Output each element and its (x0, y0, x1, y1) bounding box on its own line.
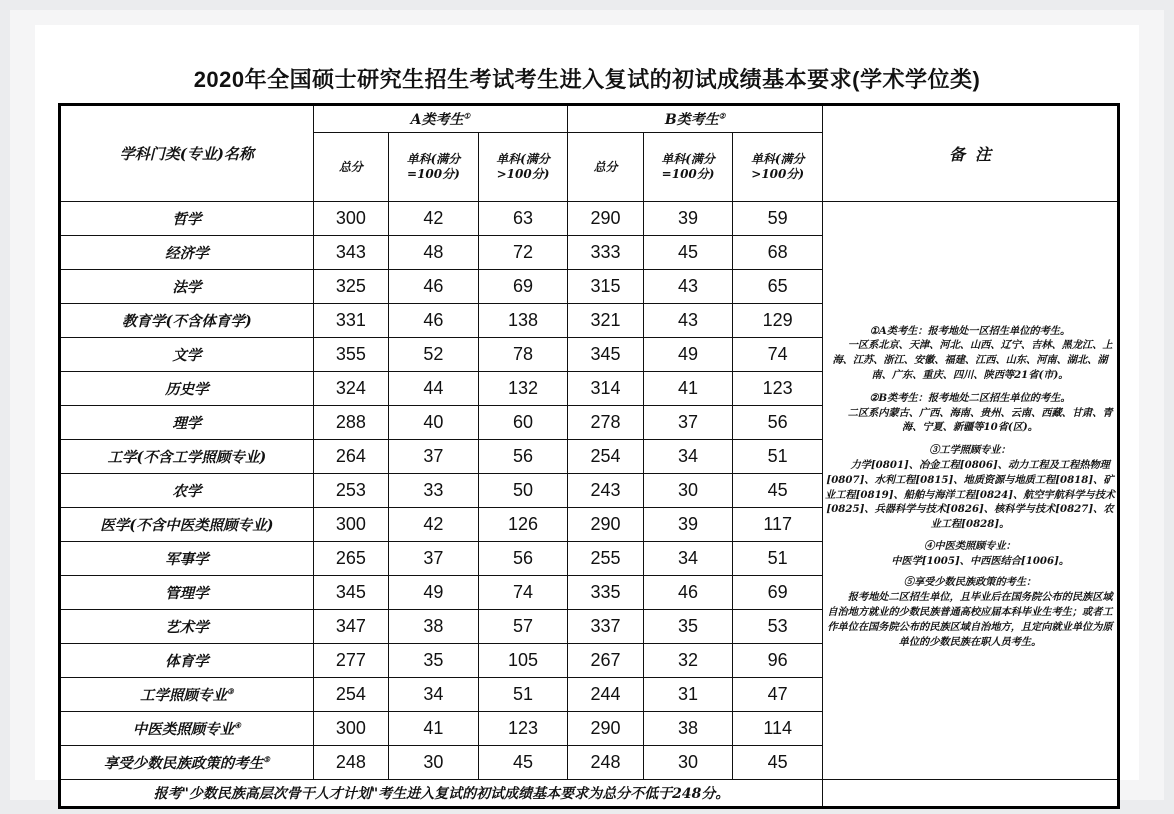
cell-b-gt100: 59 (733, 202, 823, 236)
header-category: 学科门类(专业)名称 (60, 105, 314, 202)
cell-a-gt100: 56 (478, 542, 568, 576)
cell-a-total: 325 (313, 270, 388, 304)
cell-a-eq100: 37 (389, 440, 479, 474)
cell-b-eq100: 49 (643, 338, 733, 372)
cell-a-eq100: 49 (389, 576, 479, 610)
cell-b-total: 244 (568, 678, 643, 712)
cell-a-gt100: 60 (478, 406, 568, 440)
row-category: 经济学 (60, 236, 314, 270)
header-a-single-eq100: 单科(满分 =100分) (389, 133, 479, 202)
row-category: 中医类照顾专业④ (60, 712, 314, 746)
cell-a-gt100: 78 (478, 338, 568, 372)
cell-a-gt100: 69 (478, 270, 568, 304)
cell-a-eq100: 33 (389, 474, 479, 508)
table-body (60, 105, 1119, 808)
table-row (60, 202, 1119, 236)
cell-b-gt100: 45 (733, 746, 823, 780)
cell-a-eq100: 52 (389, 338, 479, 372)
cell-b-total: 267 (568, 644, 643, 678)
cell-b-total: 290 (568, 508, 643, 542)
row-category: 文学 (60, 338, 314, 372)
remark-note-4-head: ④中医类照顾专业： (924, 539, 1016, 552)
row-category: 哲学 (60, 202, 314, 236)
admission-score-table (58, 103, 1120, 809)
cell-a-total: 265 (313, 542, 388, 576)
cell-a-gt100: 126 (478, 508, 568, 542)
remark-note-4-body: 中医学[1005]、中西医结合[1006]。 (891, 554, 1070, 567)
cell-b-eq100: 34 (643, 542, 733, 576)
cell-a-gt100: 72 (478, 236, 568, 270)
cell-b-total: 255 (568, 542, 643, 576)
cell-a-gt100: 45 (478, 746, 568, 780)
cell-b-total: 243 (568, 474, 643, 508)
footnote-mark-b: ② (718, 111, 726, 121)
cell-b-gt100: 51 (733, 440, 823, 474)
cell-b-total: 333 (568, 236, 643, 270)
footnote-mark-a: ① (463, 111, 471, 121)
row-category: 理学 (60, 406, 314, 440)
cell-b-total: 278 (568, 406, 643, 440)
cell-b-total: 321 (568, 304, 643, 338)
row-category: 管理学 (60, 576, 314, 610)
cell-b-total: 290 (568, 202, 643, 236)
cell-b-eq100: 39 (643, 202, 733, 236)
cell-a-total: 288 (313, 406, 388, 440)
row-category: 军事学 (60, 542, 314, 576)
cell-b-gt100: 45 (733, 474, 823, 508)
cell-b-eq100: 30 (643, 474, 733, 508)
cell-b-gt100: 68 (733, 236, 823, 270)
cell-a-total: 345 (313, 576, 388, 610)
cell-a-eq100: 34 (389, 678, 479, 712)
header-group-a: A类考生① (313, 105, 568, 133)
cell-a-gt100: 138 (478, 304, 568, 338)
cell-a-gt100: 50 (478, 474, 568, 508)
cell-b-eq100: 39 (643, 508, 733, 542)
remark-note-2-body: 二区系内蒙古、广西、海南、贵州、云南、西藏、甘肃、青海、宁夏、新疆等10省(区)。 (847, 406, 1113, 434)
cell-b-eq100: 43 (643, 304, 733, 338)
row-category: 体育学 (60, 644, 314, 678)
cell-b-eq100: 41 (643, 372, 733, 406)
page-background (10, 10, 1164, 800)
header-group-b: B类考生② (568, 105, 823, 133)
cell-a-eq100: 35 (389, 644, 479, 678)
cell-b-gt100: 65 (733, 270, 823, 304)
header-b-single-gt100: 单科(满分 >100分) (733, 133, 823, 202)
cell-a-total: 347 (313, 610, 388, 644)
cell-b-eq100: 30 (643, 746, 733, 780)
cell-a-gt100: 123 (478, 712, 568, 746)
cell-b-gt100: 56 (733, 406, 823, 440)
table-footer-row (60, 780, 1119, 808)
cell-a-gt100: 51 (478, 678, 568, 712)
page-title: 2020年全国硕士研究生招生考试考生进入复试的初试成绩基本要求(学术学位类) (193, 67, 981, 92)
cell-a-gt100: 63 (478, 202, 568, 236)
header-b-single-eq100: 单科(满分 =100分) (643, 133, 733, 202)
cell-b-gt100: 96 (733, 644, 823, 678)
cell-a-eq100: 42 (389, 508, 479, 542)
cell-b-eq100: 46 (643, 576, 733, 610)
cell-a-eq100: 42 (389, 202, 479, 236)
row-category: 历史学 (60, 372, 314, 406)
cell-b-gt100: 74 (733, 338, 823, 372)
header-a-total: 总分 (313, 133, 388, 202)
cell-a-eq100: 38 (389, 610, 479, 644)
cell-a-total: 254 (313, 678, 388, 712)
cell-b-total: 315 (568, 270, 643, 304)
cell-b-gt100: 123 (733, 372, 823, 406)
cell-b-total: 335 (568, 576, 643, 610)
cell-b-eq100: 35 (643, 610, 733, 644)
cell-a-total: 331 (313, 304, 388, 338)
cell-b-gt100: 51 (733, 542, 823, 576)
row-category: 享受少数民族政策的考生⑤ (60, 746, 314, 780)
cell-a-gt100: 105 (478, 644, 568, 678)
header-remarks: 备注 (822, 105, 1118, 202)
header-a-single-gt100: 单科(满分 >100分) (478, 133, 568, 202)
cell-b-gt100: 129 (733, 304, 823, 338)
row-category: 工学照顾专业③ (60, 678, 314, 712)
cell-a-total: 324 (313, 372, 388, 406)
cell-a-total: 277 (313, 644, 388, 678)
row-category: 工学(不含工学照顾专业) (60, 440, 314, 474)
cell-a-gt100: 57 (478, 610, 568, 644)
cell-a-eq100: 48 (389, 236, 479, 270)
cell-b-eq100: 32 (643, 644, 733, 678)
cell-a-eq100: 46 (389, 270, 479, 304)
row-category: 艺术学 (60, 610, 314, 644)
row-category: 法学 (60, 270, 314, 304)
cell-b-total: 248 (568, 746, 643, 780)
cell-a-total: 343 (313, 236, 388, 270)
cell-a-eq100: 46 (389, 304, 479, 338)
remark-note-1-body: 一区系北京、天津、河北、山西、辽宁、吉林、黑龙江、上海、江苏、浙江、安徽、福建、江西、山东、河南、湖北、湖南、广东、重庆、四川、陕西等21省(市)。 (832, 339, 1113, 382)
cell-a-gt100: 56 (478, 440, 568, 474)
cell-b-gt100: 114 (733, 712, 823, 746)
cell-b-total: 314 (568, 372, 643, 406)
cell-b-gt100: 69 (733, 576, 823, 610)
cell-a-total: 300 (313, 712, 388, 746)
cell-a-total: 264 (313, 440, 388, 474)
row-category: 医学(不含中医类照顾专业) (60, 508, 314, 542)
header-b-total: 总分 (568, 133, 643, 202)
cell-a-total: 300 (313, 202, 388, 236)
document-card (35, 25, 1139, 802)
cell-a-eq100: 30 (389, 746, 479, 780)
cell-a-eq100: 44 (389, 372, 479, 406)
row-category: 教育学(不含体育学) (60, 304, 314, 338)
cell-b-gt100: 117 (733, 508, 823, 542)
cell-b-eq100: 31 (643, 678, 733, 712)
cell-b-gt100: 47 (733, 678, 823, 712)
cell-b-eq100: 34 (643, 440, 733, 474)
cell-b-total: 337 (568, 610, 643, 644)
cell-b-total: 254 (568, 440, 643, 474)
cell-b-total: 290 (568, 712, 643, 746)
remark-note-5-body: 报考地处二区招生单位，且毕业后在国务院公布的民族区域自治地方就业的少数民族普通高校应届本科毕业生考生；或者工作单位在国务院公布的民族区域自治地方，且定向就业单位为原单位的少数民族在职人员考生。 (827, 591, 1113, 648)
remark-note-5-head: ⑤享受少数民族政策的考生： (903, 576, 1037, 589)
cell-b-gt100: 53 (733, 610, 823, 644)
remark-note-1-head: ①A类考生：报考地处一区招生单位的考生。 (869, 324, 1071, 337)
cell-b-eq100: 38 (643, 712, 733, 746)
cell-a-eq100: 41 (389, 712, 479, 746)
cell-a-eq100: 37 (389, 542, 479, 576)
cell-a-total: 355 (313, 338, 388, 372)
cell-a-gt100: 132 (478, 372, 568, 406)
cell-a-gt100: 74 (478, 576, 568, 610)
remarks-cell (822, 202, 1118, 780)
cell-a-total: 253 (313, 474, 388, 508)
cell-a-total: 300 (313, 508, 388, 542)
cell-a-total: 248 (313, 746, 388, 780)
remark-note-3-body: 力学[0801]、冶金工程[0806]、动力工程及工程热物理[0807]、水利工程[0815]、地质资源与地质工程[0818]、矿业工程[0819]、船舶与海洋工程[0824]、航空宇航科学与技术[0825]、兵器科学与技术[0826]、核科学与技术[0827]、农业工程[0828]。 (825, 458, 1115, 531)
cell-a-eq100: 40 (389, 406, 479, 440)
table-header-group-row (60, 105, 1119, 133)
cell-b-eq100: 43 (643, 270, 733, 304)
footer-note: 报考"少数民族高层次骨干人才计划"考生进入复试的初试成绩基本要求为总分不低于248分。 (60, 780, 823, 808)
remark-note-3-head: ③工学照顾专业： (929, 444, 1011, 457)
remark-note-2-head: ②B类考生：报考地处二区招生单位的考生。 (869, 391, 1071, 404)
row-category: 农学 (60, 474, 314, 508)
cell-b-total: 345 (568, 338, 643, 372)
cell-b-eq100: 37 (643, 406, 733, 440)
cell-b-eq100: 45 (643, 236, 733, 270)
